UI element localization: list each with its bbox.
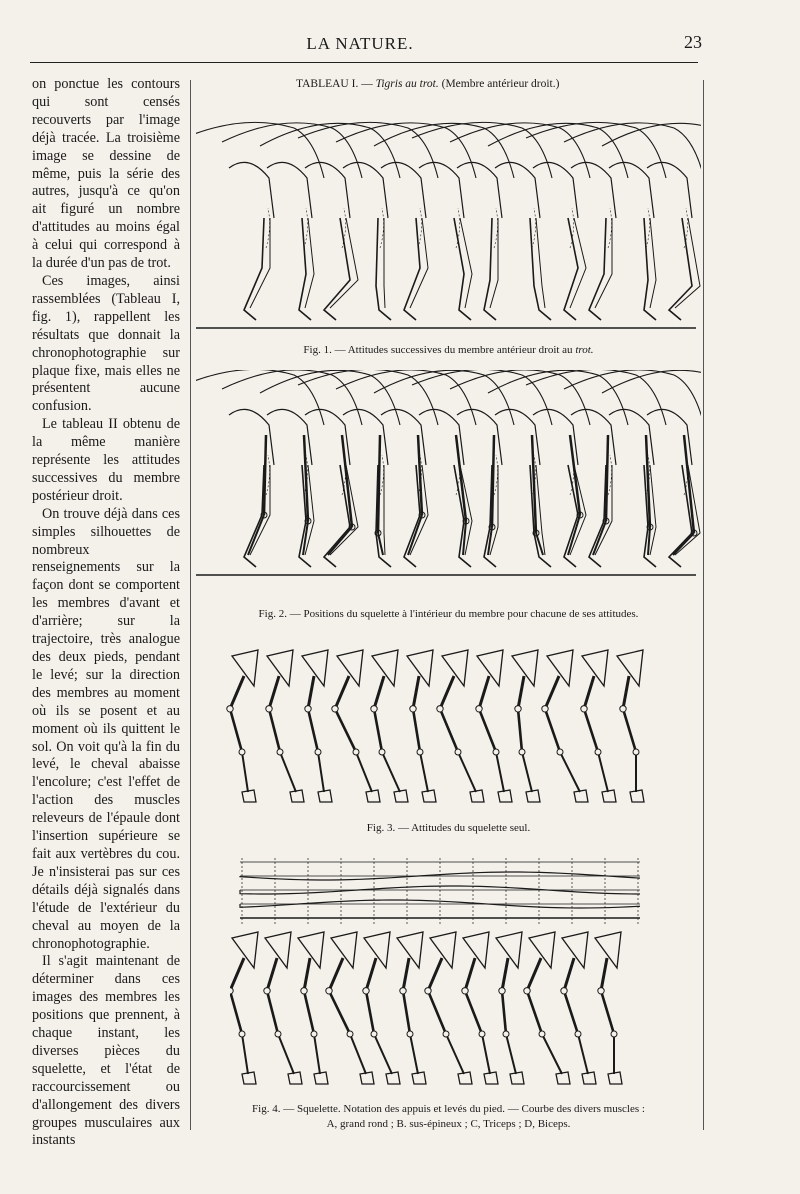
leg-skeleton	[298, 932, 328, 1084]
leg-skeleton	[542, 650, 588, 802]
leg-skeleton	[425, 932, 472, 1084]
figure-4-caption: Fig. 4. — Squelette. Notation des appuis et levés du pied. — Courbe des divers muscles : A, grand rond ; B. sus-épineux ; C, Triceps ; D, Biceps.	[252, 1103, 645, 1130]
leg-skeleton	[363, 932, 400, 1084]
horse-attitude	[564, 370, 701, 567]
leg-skeleton	[397, 932, 426, 1084]
leg-skeleton	[437, 650, 484, 802]
leg-skeleton	[227, 650, 258, 802]
figure-3-caption: Fig. 3. — Attitudes du squelette seul.	[366, 822, 531, 834]
figure-2-caption: Fig. 2. — Positions du squelette à l'intérieur du membre pour chacune de ses attitudes.	[258, 608, 639, 620]
horse-attitude	[488, 123, 628, 320]
figure-4-illustration	[230, 854, 650, 1094]
leg-skeleton	[462, 932, 498, 1084]
leg-skeleton	[595, 932, 622, 1084]
column-divider	[190, 80, 191, 1130]
leg-skeleton	[476, 650, 512, 802]
tableau-suffix: (Membre antérieur droit.)	[441, 78, 560, 90]
leg-skeleton	[230, 932, 258, 1084]
leg-skeleton	[561, 932, 596, 1084]
paragraph-5: Il s'agit maintenant de déterminer dans ces images des membres les positions que prennent, à chaque instant, les diverses pièces du squelette, et l'état de raccourcissement ou d'allongement des divers groupes musculaires aux instants	[32, 953, 180, 1149]
paragraph-1: on ponctue les contours qui sont censés recouverts par l'image déjà tracée. La troisième image se dessine de même, puis la série des autres, jusqu'à ce qu'on ait figuré un nombre d'attitudes au moins égal à celui qui correspond à la durée d'un pas de trot.	[32, 76, 180, 272]
leg-skeleton	[524, 932, 570, 1084]
tableau-title	[296, 78, 696, 90]
paragraph-2: Ces images, ainsi rassemblées (Tableau I, fig. 1), rappellent les résultats que donnait la chronophotographie sur plaque fixe, mais elles ne présentent aucune confusion.	[32, 272, 180, 415]
horse-attitude	[412, 122, 552, 320]
left-text-column	[32, 76, 180, 1150]
right-margin-rule	[703, 80, 704, 1130]
leg-skeleton	[617, 650, 644, 802]
leg-skeleton	[266, 650, 304, 802]
leg-skeleton	[407, 650, 436, 802]
horse-attitude	[260, 123, 400, 320]
horse-attitude	[196, 122, 324, 320]
page-number: 23	[684, 32, 702, 52]
leg-skeleton	[326, 932, 374, 1084]
horse-attitude	[564, 123, 701, 320]
horse-attitude	[374, 123, 514, 320]
leg-skeleton	[264, 932, 302, 1084]
figure-1-illustration	[196, 96, 701, 336]
horse-attitude	[602, 123, 701, 320]
figure-1-caption: Fig. 1. — Attitudes successives du membre antérieur droit au trot.	[303, 344, 594, 356]
tableau-prefix: TABLEAU I. —	[296, 78, 373, 90]
figure-2-illustration	[196, 370, 701, 600]
page-header-title: LA NATURE.	[306, 34, 414, 53]
leg-skeleton	[512, 650, 540, 802]
horse-attitude	[602, 370, 701, 567]
figure-3-illustration	[220, 636, 670, 816]
leg-skeleton	[371, 650, 408, 802]
leg-skeleton	[332, 650, 380, 802]
leg-skeleton	[496, 932, 524, 1084]
paragraph-4: On trouve déjà dans ces simples silhouettes de nombreux renseignements sur la façon dont se comportent les membres d'avant et d'arrière; sur la trajectoire, très analogue des deux pieds, pendant le levé; sur la direction des membres au moment où ils se posent et au moment où ils quittent le sol. On voit qu'à la fin du levé, le cheval abaisse l'encolure; c'est l'effet de l'action des muscles releveurs de l'épaule dont l'insertion supérieure se fait aux vertèbres du cou. Je n'insisterai pas sur ces détails déjà signalés dans l'étude de l'extérieur du cheval au moyen de la chronophotographie.	[32, 505, 180, 952]
leg-skeleton	[302, 650, 332, 802]
paragraph-3: Le tableau II obtenu de la même manière représente les attitudes successives du membre postérieur droit.	[32, 416, 180, 504]
leg-skeleton	[581, 650, 616, 802]
header-rule	[30, 62, 698, 63]
tableau-italic: Tigris au trot.	[375, 78, 439, 90]
